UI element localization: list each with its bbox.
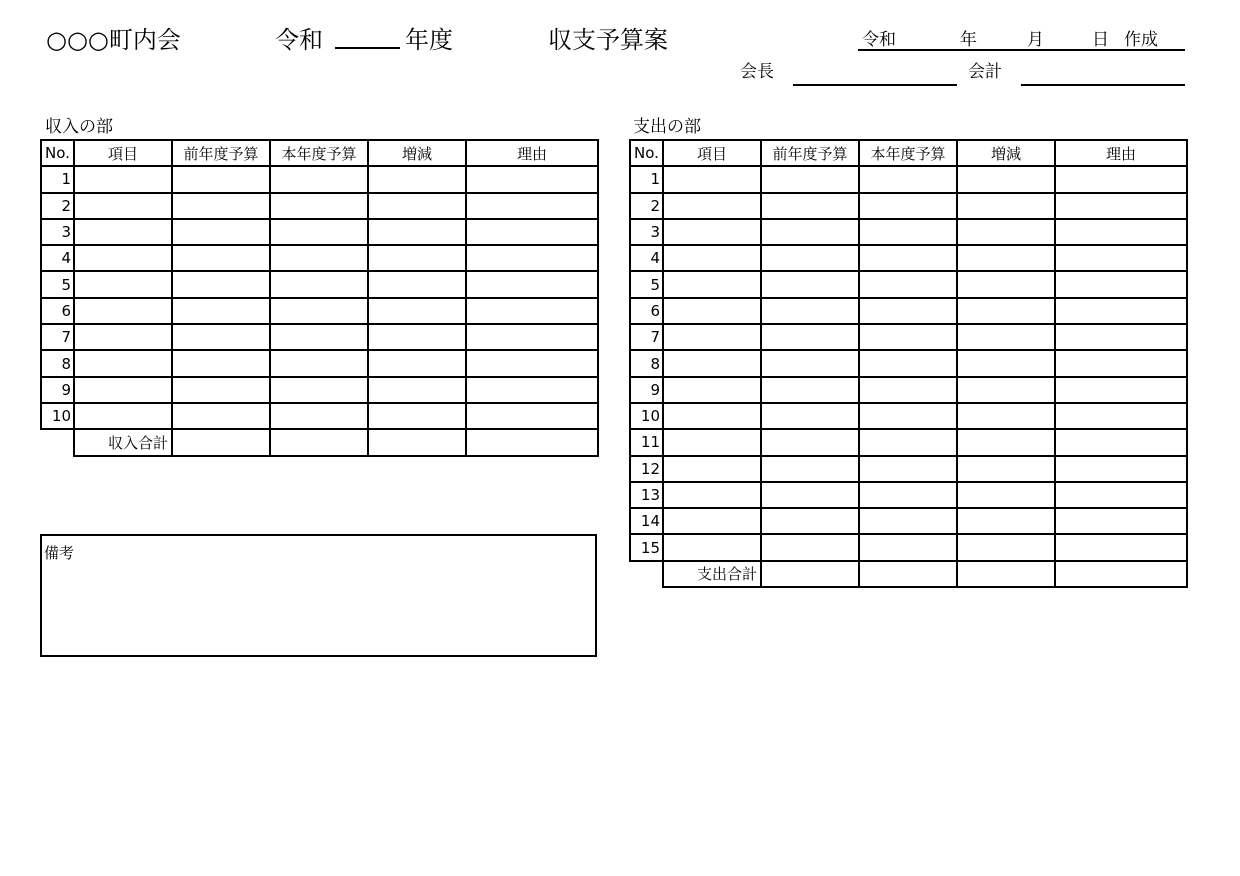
cell[interactable]	[466, 350, 598, 376]
column-header: No.	[41, 140, 74, 166]
cell[interactable]	[1055, 350, 1187, 376]
cell[interactable]	[859, 193, 957, 219]
table-row	[630, 429, 1187, 455]
cell[interactable]	[1055, 482, 1187, 508]
cell[interactable]	[1055, 377, 1187, 403]
cell[interactable]	[1055, 403, 1187, 429]
cell[interactable]	[1055, 429, 1187, 455]
row-number: 10	[41, 403, 74, 429]
cell[interactable]	[270, 245, 368, 271]
total-cell[interactable]	[957, 561, 1055, 587]
cell[interactable]	[74, 245, 172, 271]
cell[interactable]	[761, 508, 859, 534]
cell[interactable]	[270, 219, 368, 245]
cell[interactable]	[859, 456, 957, 482]
cell[interactable]	[663, 298, 761, 324]
cell[interactable]	[761, 193, 859, 219]
cell[interactable]	[663, 482, 761, 508]
cell[interactable]	[957, 482, 1055, 508]
cell[interactable]	[663, 166, 761, 192]
income-section-label: 収入の部	[45, 117, 113, 137]
row-number: 4	[630, 245, 663, 271]
cell[interactable]	[74, 377, 172, 403]
cell[interactable]	[270, 324, 368, 350]
table-row	[630, 482, 1187, 508]
cell[interactable]	[74, 193, 172, 219]
row-number: 10	[630, 403, 663, 429]
cell[interactable]	[172, 350, 270, 376]
cell[interactable]	[957, 350, 1055, 376]
created-era: 令和	[862, 30, 896, 50]
cell[interactable]	[172, 403, 270, 429]
table-row	[41, 298, 598, 324]
cell[interactable]	[761, 245, 859, 271]
table-row	[41, 166, 598, 192]
cell[interactable]	[368, 271, 466, 297]
table-row	[630, 534, 1187, 560]
row-number: 7	[41, 324, 74, 350]
row-number: 9	[630, 377, 663, 403]
table-row	[630, 298, 1187, 324]
cell[interactable]	[1055, 166, 1187, 192]
cell[interactable]	[270, 193, 368, 219]
table-row	[630, 350, 1187, 376]
total-cell[interactable]	[761, 561, 859, 587]
cell[interactable]	[368, 403, 466, 429]
cell[interactable]	[172, 245, 270, 271]
cell[interactable]	[761, 482, 859, 508]
cell[interactable]	[761, 350, 859, 376]
cell[interactable]	[957, 193, 1055, 219]
cell[interactable]	[859, 508, 957, 534]
cell[interactable]	[1055, 324, 1187, 350]
total-cell[interactable]	[270, 429, 368, 455]
table-row	[41, 350, 598, 376]
cell[interactable]	[74, 166, 172, 192]
table-row	[630, 219, 1187, 245]
cell[interactable]	[270, 377, 368, 403]
table-row	[630, 508, 1187, 534]
cell[interactable]	[1055, 508, 1187, 534]
column-header: 本年度予算	[270, 140, 368, 166]
table-row	[630, 271, 1187, 297]
cell[interactable]	[957, 429, 1055, 455]
cell[interactable]	[957, 456, 1055, 482]
column-header: 前年度予算	[761, 140, 859, 166]
table-row	[630, 193, 1187, 219]
total-cell[interactable]	[172, 429, 270, 455]
cell[interactable]	[172, 193, 270, 219]
total-cell[interactable]	[859, 561, 957, 587]
cell[interactable]	[859, 377, 957, 403]
cell[interactable]	[172, 298, 270, 324]
row-number: 4	[41, 245, 74, 271]
cell[interactable]	[761, 219, 859, 245]
cell[interactable]	[1055, 456, 1187, 482]
cell[interactable]	[859, 350, 957, 376]
column-header: 理由	[466, 140, 598, 166]
remarks-box[interactable]	[40, 534, 597, 657]
cell[interactable]	[859, 298, 957, 324]
cell[interactable]	[957, 245, 1055, 271]
cell[interactable]	[466, 166, 598, 192]
cell[interactable]	[663, 271, 761, 297]
cell[interactable]	[663, 429, 761, 455]
cell[interactable]	[761, 271, 859, 297]
column-header: 項目	[663, 140, 761, 166]
table-row	[41, 219, 598, 245]
cell[interactable]	[172, 324, 270, 350]
cell[interactable]	[957, 534, 1055, 560]
cell[interactable]	[761, 324, 859, 350]
header-row	[630, 140, 1187, 166]
cell[interactable]	[368, 350, 466, 376]
cell[interactable]	[859, 324, 957, 350]
row-number: 2	[41, 193, 74, 219]
header-row	[41, 140, 598, 166]
cell[interactable]	[663, 245, 761, 271]
cell[interactable]	[74, 271, 172, 297]
cell[interactable]	[957, 508, 1055, 534]
cell[interactable]	[74, 403, 172, 429]
chair-label: 会長	[740, 62, 774, 82]
cell[interactable]	[74, 298, 172, 324]
income-table	[40, 139, 599, 457]
cell[interactable]	[368, 324, 466, 350]
cell[interactable]	[859, 429, 957, 455]
cell[interactable]	[761, 456, 859, 482]
row-number: 1	[630, 166, 663, 192]
column-header: 前年度予算	[172, 140, 270, 166]
cell[interactable]	[466, 271, 598, 297]
cell[interactable]	[74, 324, 172, 350]
row-number: 6	[41, 298, 74, 324]
column-header: 増減	[957, 140, 1055, 166]
chair-signature-field[interactable]	[793, 84, 957, 86]
cell[interactable]	[1055, 534, 1187, 560]
column-header: 項目	[74, 140, 172, 166]
cell[interactable]	[663, 377, 761, 403]
table-row	[41, 324, 598, 350]
table-row	[630, 324, 1187, 350]
row-number: 3	[630, 219, 663, 245]
cell[interactable]	[663, 403, 761, 429]
row-number: 15	[630, 534, 663, 560]
era-label: 令和	[275, 26, 323, 54]
cell[interactable]	[663, 350, 761, 376]
cell[interactable]	[172, 166, 270, 192]
cell[interactable]	[466, 324, 598, 350]
remarks-label: 備考	[44, 544, 75, 562]
cell[interactable]	[466, 219, 598, 245]
cell[interactable]	[663, 193, 761, 219]
total-label: 収入合計	[74, 429, 172, 455]
column-header: 増減	[368, 140, 466, 166]
fiscal-year-label: 年度	[405, 26, 453, 54]
cell[interactable]	[466, 298, 598, 324]
cell[interactable]	[172, 271, 270, 297]
cell[interactable]	[957, 324, 1055, 350]
cell[interactable]	[859, 534, 957, 560]
cell[interactable]	[859, 403, 957, 429]
created-month: 月	[1027, 30, 1044, 50]
row-number: 12	[630, 456, 663, 482]
created-year: 年	[960, 30, 977, 50]
cell[interactable]	[1055, 271, 1187, 297]
table-row	[630, 377, 1187, 403]
cell[interactable]	[368, 219, 466, 245]
expense-section-label: 支出の部	[633, 117, 701, 137]
row-number: 7	[630, 324, 663, 350]
cell[interactable]	[957, 271, 1055, 297]
cell[interactable]	[270, 350, 368, 376]
cell[interactable]	[663, 534, 761, 560]
cell[interactable]	[368, 377, 466, 403]
cell[interactable]	[466, 377, 598, 403]
row-number: 5	[41, 271, 74, 297]
cell[interactable]	[368, 166, 466, 192]
cell[interactable]	[270, 298, 368, 324]
row-number: 11	[630, 429, 663, 455]
column-header: No.	[630, 140, 663, 166]
cell[interactable]	[270, 403, 368, 429]
cell[interactable]	[663, 508, 761, 534]
cell[interactable]	[172, 377, 270, 403]
cell[interactable]	[663, 456, 761, 482]
cell[interactable]	[368, 193, 466, 219]
created-date-field[interactable]	[858, 49, 1185, 51]
row-number: 1	[41, 166, 74, 192]
row-number: 14	[630, 508, 663, 534]
total-cell[interactable]	[1055, 561, 1187, 587]
total-cell[interactable]	[368, 429, 466, 455]
created-suffix: 作成	[1124, 30, 1158, 50]
cell[interactable]	[957, 298, 1055, 324]
cell[interactable]	[1055, 193, 1187, 219]
cell[interactable]	[859, 219, 957, 245]
cell[interactable]	[466, 193, 598, 219]
column-header: 理由	[1055, 140, 1187, 166]
cell[interactable]	[761, 534, 859, 560]
document-title: 収支予算案	[548, 26, 668, 54]
table-row	[41, 403, 598, 429]
cell[interactable]	[859, 271, 957, 297]
cell[interactable]	[663, 324, 761, 350]
total-row	[41, 429, 598, 455]
table-row	[41, 193, 598, 219]
row-number: 6	[630, 298, 663, 324]
cell[interactable]	[74, 219, 172, 245]
cell[interactable]	[270, 166, 368, 192]
cell[interactable]	[368, 298, 466, 324]
column-header: 本年度予算	[859, 140, 957, 166]
cell[interactable]	[957, 166, 1055, 192]
table-row	[630, 456, 1187, 482]
cell[interactable]	[761, 403, 859, 429]
cell[interactable]	[761, 166, 859, 192]
cell[interactable]	[957, 403, 1055, 429]
row-number: 3	[41, 219, 74, 245]
table-row	[41, 271, 598, 297]
cell[interactable]	[957, 377, 1055, 403]
cell[interactable]	[368, 245, 466, 271]
row-number: 9	[41, 377, 74, 403]
cell[interactable]	[466, 403, 598, 429]
expense-table	[629, 139, 1188, 588]
row-number: 5	[630, 271, 663, 297]
table-row	[630, 245, 1187, 271]
total-row	[630, 561, 1187, 587]
cell[interactable]	[859, 166, 957, 192]
cell[interactable]	[172, 219, 270, 245]
total-label: 支出合計	[663, 561, 761, 587]
cell[interactable]	[270, 271, 368, 297]
table-row	[630, 166, 1187, 192]
year-field[interactable]	[335, 47, 400, 49]
cell[interactable]	[761, 377, 859, 403]
cell[interactable]	[1055, 219, 1187, 245]
cell[interactable]	[1055, 298, 1187, 324]
cell[interactable]	[761, 298, 859, 324]
table-row	[41, 377, 598, 403]
cell[interactable]	[466, 245, 598, 271]
row-number: 2	[630, 193, 663, 219]
cell[interactable]	[663, 219, 761, 245]
cell[interactable]	[74, 350, 172, 376]
created-day: 日	[1092, 30, 1109, 50]
row-number: 8	[41, 350, 74, 376]
treasurer-label: 会計	[968, 62, 1002, 82]
cell[interactable]	[957, 219, 1055, 245]
cell[interactable]	[761, 429, 859, 455]
table-row	[630, 403, 1187, 429]
total-cell[interactable]	[466, 429, 598, 455]
cell[interactable]	[859, 245, 957, 271]
row-number: 8	[630, 350, 663, 376]
cell[interactable]	[1055, 245, 1187, 271]
cell[interactable]	[859, 482, 957, 508]
treasurer-signature-field[interactable]	[1021, 84, 1185, 86]
table-row	[41, 245, 598, 271]
row-number: 13	[630, 482, 663, 508]
organization-name: ○○○町内会	[46, 26, 181, 54]
